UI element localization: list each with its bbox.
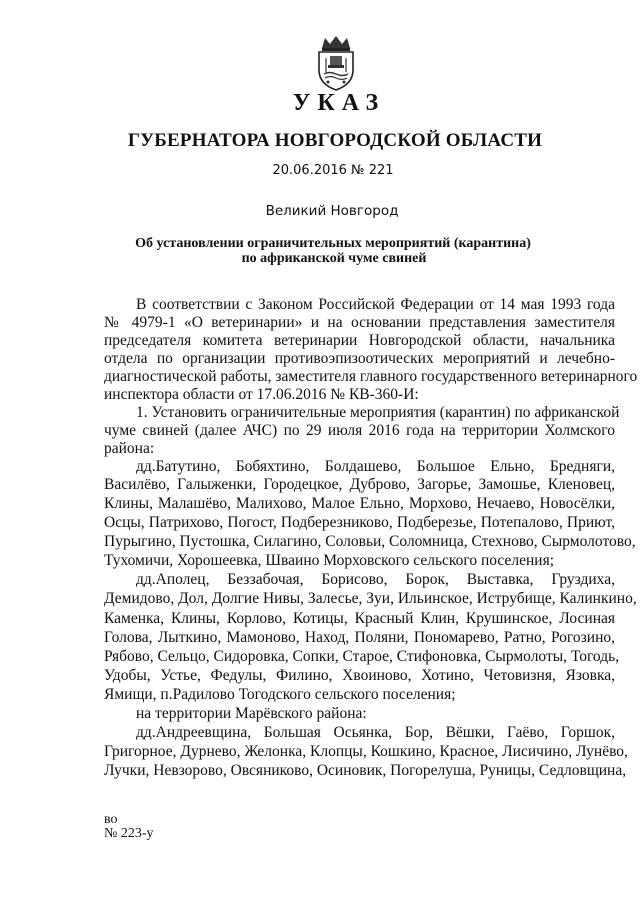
body-line: Григорное, Дурнево, Желонка, Клопцы, Кошкино, Красное, Лисичино, Лунёво, — [104, 743, 628, 760]
body-line: дд.Андреевщина, Большая Осьянка, Бор, Вёшки, Гаёво, Горшок, — [136, 724, 615, 741]
body-line: Удобы, Устье, Федулы, Филино, Хвоиново, Хотино, Четовизня, Язовка, — [104, 667, 615, 684]
footer-initials: во — [104, 812, 118, 827]
body-line: Ямищи, п.Радилово Тогодского сельского поселения; — [104, 686, 456, 703]
body-line: № 4979-1 «О ветеринарии» и на основании представления заместителя — [104, 314, 615, 331]
issuer-heading: ГУБЕРНАТОРА НОВГОРОДСКОЙ ОБЛАСТИ — [127, 130, 543, 151]
document-type-heading: УКАЗ — [292, 90, 386, 116]
body-line: чуме свиней (далее АЧС) по 29 июля 2016 года на территории Холмского — [104, 422, 615, 439]
body-line: диагностической работы, заместителя главного государственного ветеринарного — [104, 368, 638, 385]
body-line: Каменка, Клины, Корлово, Котицы, Красный Клин, Крушинское, Лосиная — [104, 610, 615, 627]
coat-of-arms-icon — [313, 34, 359, 92]
body-line: В соответствии с Законом Российской Федерации от 14 мая 1993 года — [136, 296, 615, 313]
body-line: Голова, Лыткино, Мамоново, Наход, Поляни, Пономарево, Ратно, Рогозино, — [104, 629, 615, 646]
body-line: дд.Аполец, Беззабочая, Борисово, Борок, Выставка, Груздиха, — [136, 571, 615, 588]
footer-reference: № 223-у — [104, 826, 154, 841]
body-line: 1. Установить ограничительные мероприятия (карантин) по африканской — [136, 404, 620, 421]
body-line: инспектора области от 17.06.2016 № КВ-360-И: — [104, 386, 419, 403]
body-line: Тухомичи, Хорошеевка, Шваино Морховского сельского поселения; — [104, 552, 554, 569]
body-line: председателя комитета ветеринарии Новгородской области, начальника — [104, 332, 615, 349]
body-line: дд.Батутино, Бобяхтино, Болдашево, Большое Ельно, Бредняги, — [136, 458, 615, 475]
body-line: Клины, Малашёво, Малихово, Малое Ельно, Морхово, Нечаево, Новосёлки, — [104, 495, 615, 512]
body-line: Осцы, Патрихово, Погост, Подберезниково, Подберезье, Потепалово, Приют, — [104, 514, 615, 531]
subject-line-2: по африканской чуме свиней — [241, 251, 427, 266]
body-line: Демидово, Дол, Долгие Нивы, Залесье, Зуи, Ильинское, Иструбище, Калинкино, — [104, 590, 637, 607]
body-line: Василёво, Галыженки, Городецкое, Дуброво, Загорье, Замошье, Кленовец, — [104, 476, 615, 493]
body-line: отдела по организации противоэпизоотических мероприятий и лечебно- — [104, 350, 615, 367]
date-number: 20.06.2016 № 221 — [272, 163, 394, 178]
body-line: на территории Марёвского района: — [136, 705, 367, 722]
subject-line-1: Об установлении ограничительных мероприятий (карантина) — [135, 236, 531, 251]
body-line: района: — [104, 440, 155, 457]
body-line: Лучки, Невзорово, Овсяниково, Осиновик, Погорелуша, Руницы, Седловщина, — [104, 762, 627, 779]
body-line: Рябово, Сельцо, Сидоровка, Сопки, Старое, Стифоновка, Сырмолоты, Тогодь, — [104, 648, 620, 665]
body-line: Пурыгино, Пустошка, Силагино, Соловьи, Соломница, Стехново, Сырмолотово, — [104, 533, 636, 550]
city-name: Великий Новгород — [265, 203, 399, 219]
